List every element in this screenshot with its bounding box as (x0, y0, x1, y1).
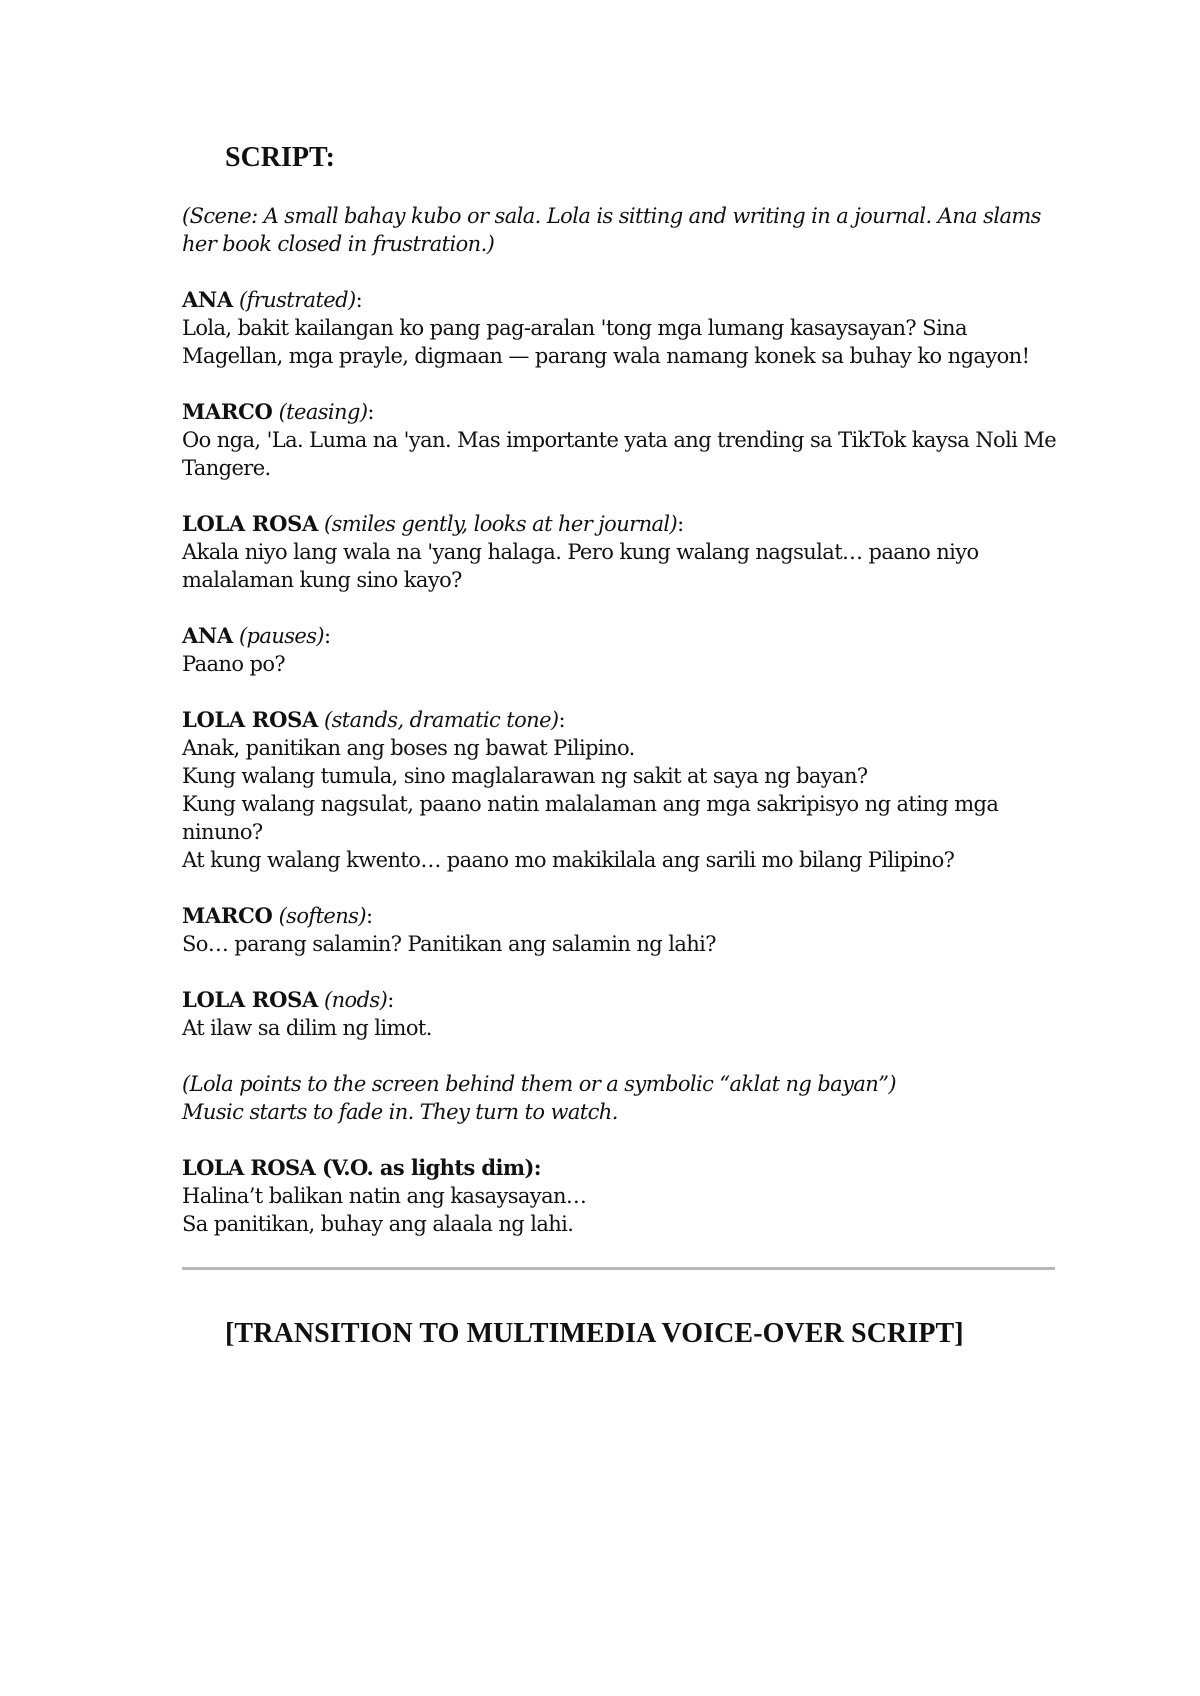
speaker-name: ANA (182, 287, 233, 312)
closing-stage-direction (182, 1070, 1062, 1126)
speaker-colon: : (324, 624, 331, 648)
dialogue-block-voice-over (182, 1154, 1062, 1238)
stage-direction-line: Music starts to fade in. They turn to watch. (182, 1100, 618, 1124)
dialogue-line: So… parang salamin? Panitikan ang salamin ng lahi? (182, 932, 716, 956)
dialogue-block-ana-2 (182, 622, 1062, 678)
dialogue-line: Lola, bakit kailangan ko pang pag-aralan 'tong mga lumang kasaysayan? Sina Magellan, mga prayle, digmaan — parang wala namang konek sa buhay ko ngayon! (182, 316, 1030, 368)
speaker-line (182, 510, 1062, 538)
speaker-line (182, 398, 1062, 426)
speaker-colon: : (387, 988, 394, 1012)
horizontal-rule (182, 1267, 1055, 1270)
dialogue-block-lola-2 (182, 706, 1062, 874)
speaker-line (182, 622, 1062, 650)
speaker-direction: (teasing) (278, 400, 368, 424)
opening-stage-direction: (Scene: A small bahay kubo or sala. Lola is sitting and writing in a journal. Ana slams her book closed in frustration.) (182, 204, 1041, 256)
transition-heading: [TRANSITION TO MULTIMEDIA VOICE-OVER SCRIPT] (225, 1318, 964, 1349)
speaker-name: LOLA ROSA (182, 707, 318, 732)
dialogue-line: Kung walang tumula, sino maglalarawan ng sakit at saya ng bayan? (182, 764, 868, 788)
dialogue-line: Paano po? (182, 652, 286, 676)
speaker-line (182, 986, 1062, 1014)
speaker-line (182, 706, 1062, 734)
speaker-name: MARCO (182, 399, 273, 424)
dialogue-line: Anak, panitikan ang boses ng bawat Pilipino. (182, 736, 635, 760)
speaker-name: MARCO (182, 903, 273, 928)
speaker-direction: (nods) (324, 988, 388, 1012)
speaker-direction: (stands, dramatic tone) (324, 708, 559, 732)
dialogue-line: Oo nga, 'La. Luma na 'yan. Mas importante yata ang trending sa TikTok kaysa Noli Me Tangere. (182, 428, 1057, 480)
speaker-colon: : (367, 400, 374, 424)
dialogue-line: Kung walang nagsulat, paano natin malalaman ang mga sakripisyo ng ating mga ninuno? (182, 792, 999, 844)
dialogue-line: Akala niyo lang wala na 'yang halaga. Pero kung walang nagsulat… paano niyo malalaman kung sino kayo? (182, 540, 979, 592)
stage-direction-line: (Lola points to the screen behind them or a symbolic “aklat ng bayan”) (182, 1072, 896, 1096)
script-body (182, 140, 1062, 1266)
speaker-name: ANA (182, 623, 233, 648)
script-heading: SCRIPT: (225, 142, 335, 173)
speaker-colon: : (558, 708, 565, 732)
speaker-name: LOLA ROSA (182, 987, 318, 1012)
speaker-direction: (frustrated) (238, 288, 356, 312)
speaker-line (182, 286, 1062, 314)
dialogue-block-lola-3 (182, 986, 1062, 1042)
speaker-colon: : (677, 512, 684, 536)
speaker-direction: (smiles gently, looks at her journal) (324, 512, 678, 536)
speaker-colon: : (365, 904, 373, 928)
dialogue-line: At ilaw sa dilim ng limot. (182, 1016, 432, 1040)
dialogue-line: Sa panitikan, buhay ang alaala ng lahi. (182, 1212, 574, 1236)
dialogue-block-ana-1 (182, 286, 1062, 370)
speaker-direction: (pauses) (238, 624, 325, 648)
speaker-direction: (softens) (278, 904, 366, 928)
speaker-name: LOLA ROSA (182, 511, 318, 536)
dialogue-block-marco-2 (182, 902, 1062, 958)
dialogue-line: Halina’t balikan natin ang kasaysayan… (182, 1184, 587, 1208)
dialogue-block-lola-1 (182, 510, 1062, 594)
voice-over-speaker: LOLA ROSA (V.O. as lights dim): (182, 1155, 541, 1180)
speaker-line (182, 902, 1062, 930)
dialogue-block-marco-1 (182, 398, 1062, 482)
dialogue-line: At kung walang kwento… paano mo makikilala ang sarili mo bilang Pilipino? (182, 848, 955, 872)
speaker-colon: : (355, 288, 363, 312)
